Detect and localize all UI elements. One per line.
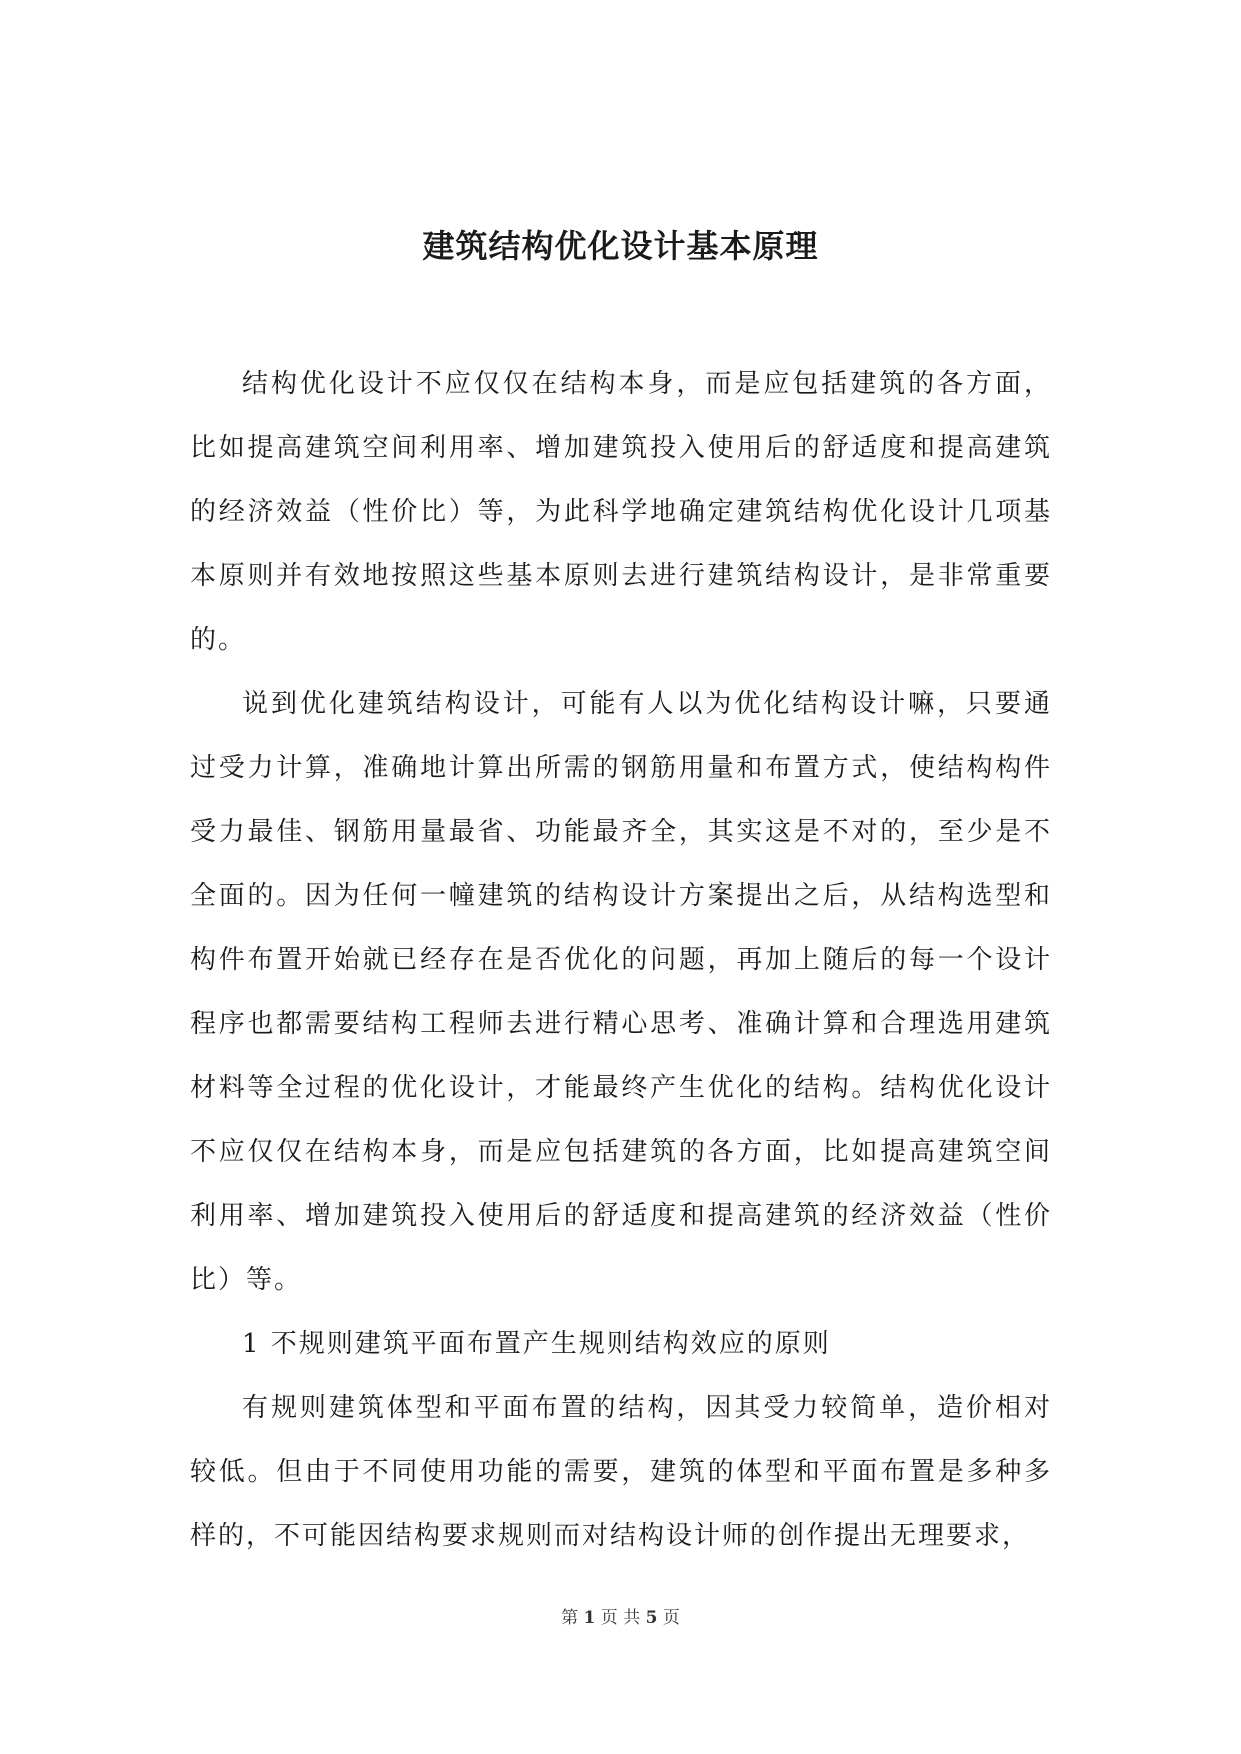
document-title: 建筑结构优化设计基本原理 — [422, 227, 819, 265]
paragraph-intro: 结构优化设计不应仅仅在结构本身，而是应包括建筑的各方面，比如提高建筑空间利用率、增加建筑投入使用后的舒适度和提高建筑的经济效益（性价比）等，为此科学地确定建筑结构优化设计几项基本原则并有效地按照这些基本原则去进行建筑结构设计，是非常重要的。 — [190, 369, 1052, 655]
paragraph-regular-layout: 有规则建筑体型和平面布置的结构，因其受力较简单，造价相对较低。但由于不同使用功能的需要，建筑的体型和平面布置是多种多样的，不可能因结构要求规则而对结构设计师的创作提出无理要求， — [190, 1393, 1052, 1551]
section-heading-1: 1 不规则建筑平面布置产生规则结构效应的原则 — [242, 1329, 831, 1359]
footer-current-page: 1 — [583, 1608, 596, 1628]
document-body — [190, 352, 1052, 1568]
footer-suffix: 页 — [662, 1608, 680, 1628]
page-number-footer — [0, 1606, 1241, 1630]
paragraph-optimization: 说到优化建筑结构设计，可能有人以为优化结构设计嘛，只要通过受力计算，准确地计算出所需的钢筋用量和布置方式，使结构构件受力最佳、钢筋用量最省、功能最齐全，其实这是不对的，至少是不全面的。因为任何一幢建筑的结构设计方案提出之后，从结构选型和构件布置开始就已经存在是否优化的问题，再加上随后的每一个设计程序也都需要结构工程师去进行精心思考、准确计算和合理选用建筑材料等全过程的优化设计，才能最终产生优化的结构。结构优化设计不应仅仅在结构本身，而是应包括建筑的各方面，比如提高建筑空间利用率、增加建筑投入使用后的舒适度和提高建筑的经济效益（性价比）等。 — [190, 689, 1052, 1295]
footer-prefix: 第 — [561, 1608, 579, 1628]
footer-middle: 页 共 — [600, 1608, 641, 1628]
footer-total-pages: 5 — [645, 1608, 658, 1628]
